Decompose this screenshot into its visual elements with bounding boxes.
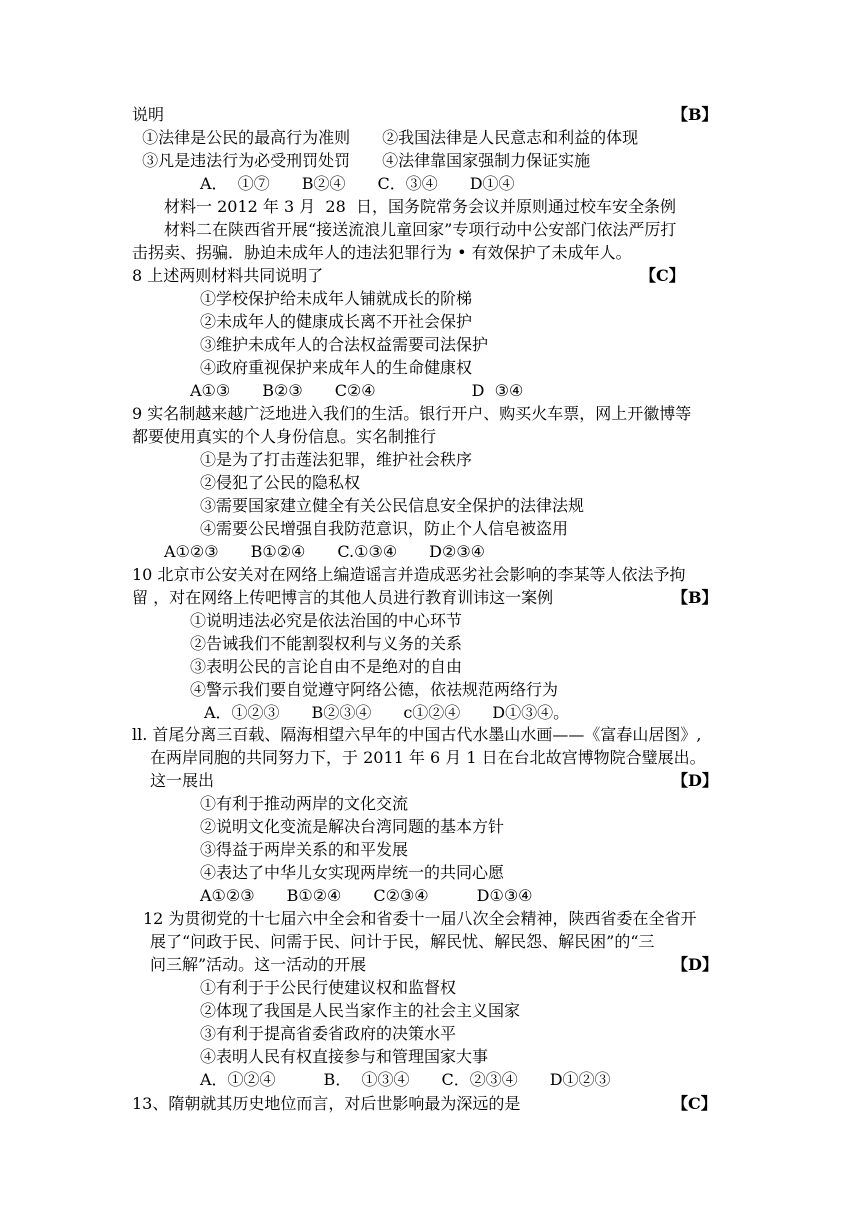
text-line: 材料二在陕西省开展“接送流浪儿童回家”专项行动中公安部门依法严厉打	[164, 220, 677, 239]
option-line: ③需要国家建立健全有关公民信息安全保护的法律法规	[200, 496, 585, 515]
text-line: 展了“问政于民、问需于民、问计于民，解民忧、解民怨、解民困”的“三	[150, 932, 655, 951]
text-line: 问三解”活动。这一活动的开展	[150, 955, 367, 974]
choices-line: A①②③ B①②④ C.①③④ D②③④	[164, 542, 486, 561]
choices-line: A①②③ B①②④ C②③④ D①③④	[200, 886, 533, 905]
text-line: A． ①⑦ B②④ C．③④ D①④	[200, 174, 515, 193]
question-line: 10 北京市公安关对在网络上编造谣言并造成恶劣社会影响的李某等人依法予拘	[132, 565, 686, 584]
option-line: ③维护未成年人的合法权益需要司法保护	[200, 335, 489, 354]
text-line: 都要使用真实的个人身份信息。实名制推行	[132, 427, 437, 446]
option-line: ①有利于推动两岸的文化交流	[200, 794, 409, 813]
text-line: 这一展出	[150, 771, 215, 790]
option-line: ②说明文化变流是解决台湾同题的基本方针	[200, 817, 505, 836]
option-line: ②体现了我国是人民当家作主的社会主义国家	[200, 1001, 521, 1020]
text-line: 说明	[132, 105, 165, 124]
option-line: ②告诫我们不能割裂权利与义务的关系	[190, 634, 463, 653]
text-line: 留 ，对在网络上传吧博言的其他人员进行教育训讳这一案例	[132, 588, 554, 607]
text-line: 在两岸同胞的共同努力下，于 2011 年 6 月 1 日在台北故宫博物院合璧展出。	[150, 748, 706, 767]
question-line: 12 为贯彻党的十七届六中全会和省委十一届八次全会精神，陕西省委在全省开	[143, 909, 697, 928]
option-line: ②未成年人的健康成长离不开社会保护	[200, 312, 473, 331]
answer-mark: 【B】	[672, 588, 718, 607]
option-line: ③有利于提高省委省政府的决策水平	[200, 1024, 457, 1043]
option-line: ④表达了中华儿女实现两岸统一的共同心愿	[200, 863, 505, 882]
choices-line: A．①②③ B②③④ c①②④ D①③④。	[204, 703, 570, 722]
question-line: 8 上述两则材料共同说明了	[132, 266, 324, 285]
choices-line: A①③ B②③ C②④ D ③④	[190, 381, 524, 400]
option-line: ①是为了打击莲法犯罪，维护社会秩序	[200, 450, 473, 469]
option-line: ②侵犯了公民的隐私权	[200, 473, 361, 492]
option-line: ①说明违法必究是依法治国的中心环节	[190, 611, 463, 630]
question-line: ll. 首尾分离三百载、隔海相望六早年的中国古代水墨山水画——《富春山居图》,	[132, 725, 702, 744]
option-line: ①有利于于公民行使建议权和监督权	[200, 978, 457, 997]
answer-mark: 【C】	[640, 266, 685, 285]
text-line: 击拐卖、拐骗．胁迫未成年人的违法犯罪行为 • 有效保护了未成年人。	[132, 243, 632, 262]
question-line: 9 实名制越来越广泛地进入我们的生活。银行开户、购买火车票，网上开徽博等	[132, 404, 692, 423]
option-line: ④警示我们要自觉遵守阿络公德，依祛规范两络行为	[190, 680, 559, 699]
option-line: ④需要公民增强自我防范意识，防止个人信皂被盗用	[200, 519, 569, 538]
text-line: ①法律是公民的最高行为准则 ②我国法律是人民意志和利益的体现	[132, 128, 639, 147]
option-line: ①学校保护给未成年人铺就成长的阶梯	[200, 289, 473, 308]
option-line: ③得益于两岸关系的和平发展	[200, 840, 409, 859]
choices-line: A．①②④ B． ①③④ C．②③④ D①②③	[200, 1070, 611, 1089]
answer-mark: 【C】	[672, 1094, 717, 1113]
text-line: 材料一 2012 年 3 月 28 日，国务院常务会议并原则通过校车安全条例	[164, 197, 676, 216]
answer-mark: 【D】	[672, 955, 718, 974]
answer-mark: 【B】	[672, 105, 718, 124]
option-line: ④表明人民有权直接参与和管理国家大事	[200, 1047, 489, 1066]
text-line: ③凡是违法行为必受刑罚处罚 ④法律靠国家强制力保证实施	[132, 151, 591, 170]
option-line: ④政府重视保护来成年人的生命健康权	[200, 358, 473, 377]
option-line: ③表明公民的言论自由不是绝对的自由	[190, 657, 463, 676]
question-line: 13、隋朝就其历史地位而言，对后世影响最为深远的是	[132, 1094, 521, 1113]
answer-mark: 【D】	[672, 771, 718, 790]
